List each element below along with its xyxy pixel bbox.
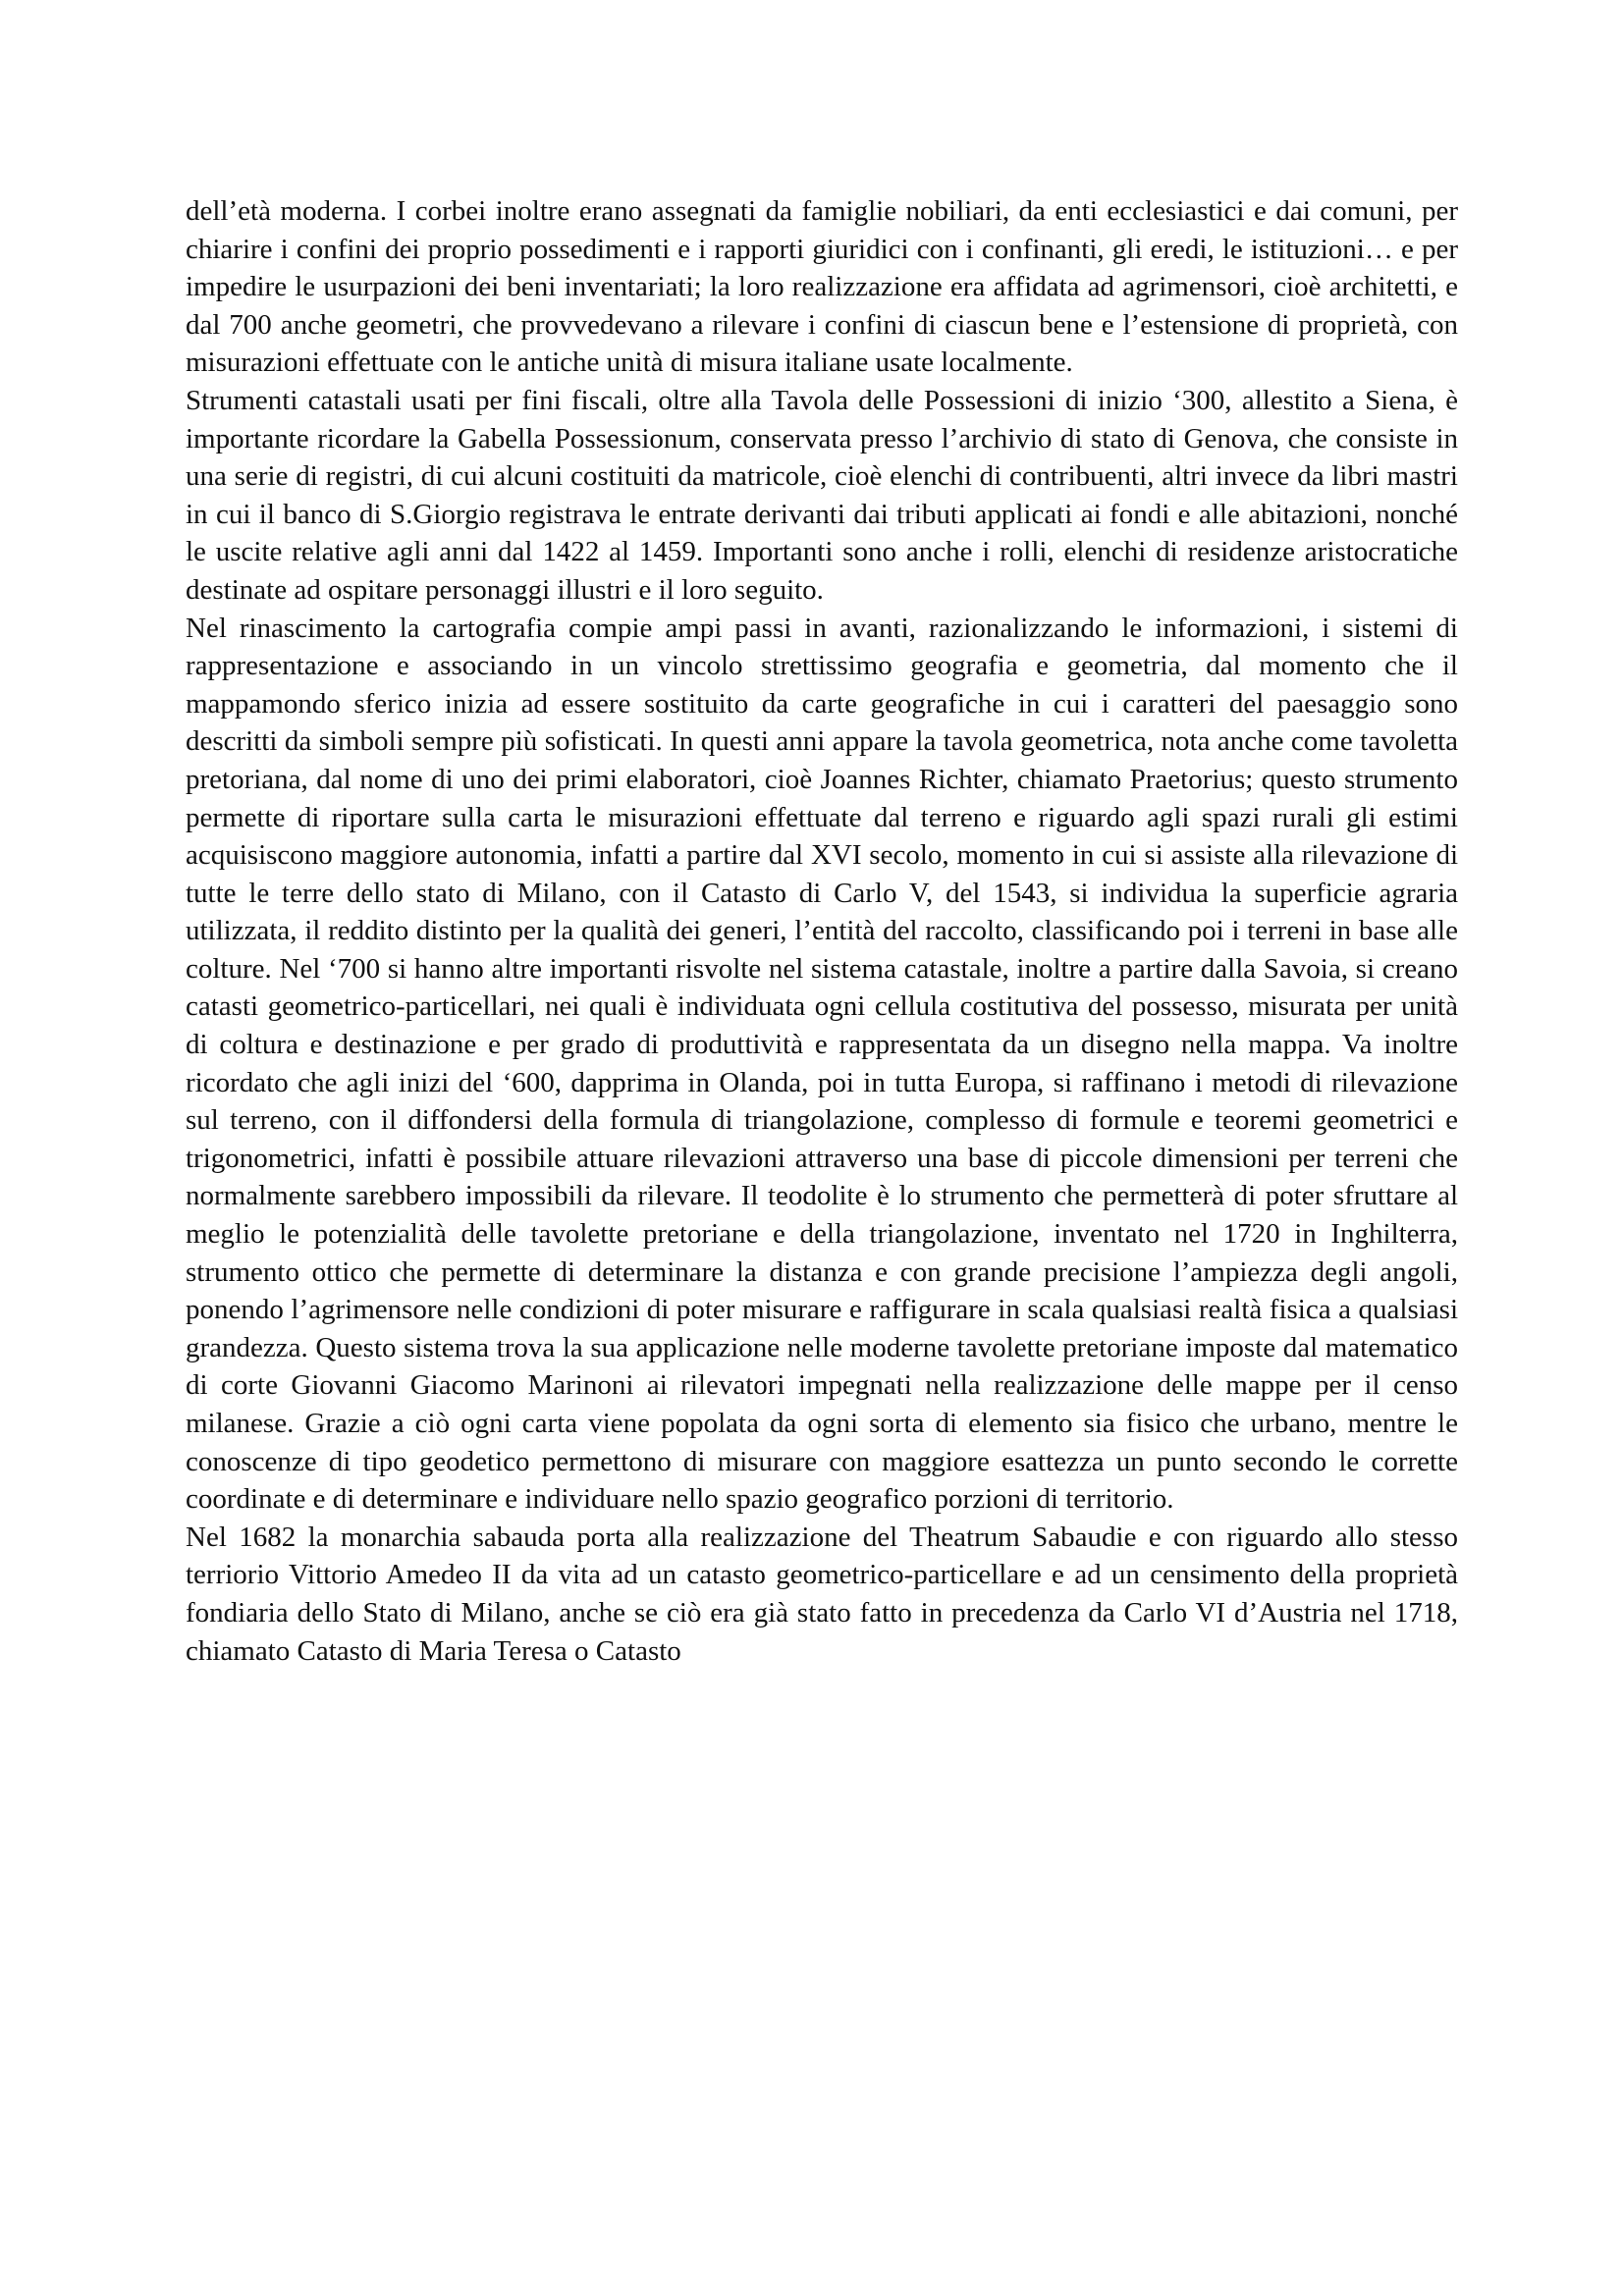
paragraph-monarchia-sabauda: Nel 1682 la monarchia sabauda porta alla realizzazione del Theatrum Sabaudie e con riguardo allo stesso terriorio Vittorio Amedeo II da vita ad un catasto geometrico-particellare e ad un censimento della proprietà fondiaria dello Stato di Milano, anche se ciò era già stato fatto in precedenza da Carlo VI d’Austria nel 1718, chiamato Catasto di Maria Teresa o Catasto [186, 1521, 1458, 1667]
paragraph-corbei: dell’età moderna. I corbei inoltre erano assegnati da famiglie nobiliari, da enti ecclesiastici e dai comuni, per chiarire i confini dei proprio possedimenti e i rapporti giuridici con i confinanti, gli eredi, le istituzioni… e per impedire le usurpazioni dei beni inventariati; la loro realizzazione era affidata ad agrimensori, cioè architetti, e dal 700 anche geometri, che provvedevano a rilevare i confini di ciascun bene e l’estensione di proprietà, con misurazioni effettuate con le antiche unità di misura italiane usate localmente. [186, 195, 1458, 379]
document-page [186, 192, 1458, 1670]
paragraph-strumenti-catastali: Strumenti catastali usati per fini fiscali, oltre alla Tavola delle Possessioni di inizio ‘300, allestito a Siena, è importante ricordare la Gabella Possessionum, conservata presso l’archivio di stato di Genova, che consiste in una serie di registri, di cui alcuni costituiti da matricole, cioè elenchi di contribuenti, altri invece da libri mastri in cui il banco di S.Giorgio registrava le entrate derivanti dai tributi applicati ai fondi e alle abitazioni, nonché le uscite relative agli anni dal 1422 al 1459. Importanti sono anche i rolli, elenchi di residenze aristocratiche destinate ad ospitare personaggi illustri e il loro seguito. [186, 384, 1458, 606]
paragraph-rinascimento: Nel rinascimento la cartografia compie ampi passi in avanti, razionalizzando le informazioni, i sistemi di rappresentazione e associando in un vincolo strettissimo geografia e geometria, dal momento che il mappamondo sferico inizia ad essere sostituito da carte geografiche in cui i caratteri del paesaggio sono descritti da simboli sempre più sofisticati. In questi anni appare la tavola geometrica, nota anche come tavoletta pretoriana, dal nome di uno dei primi elaboratori, cioè Joannes Richter, chiamato Praetorius; questo strumento permette di riportare sulla carta le misurazioni effettuate dal terreno e riguardo agli spazi rurali gli estimi acquisiscono maggiore autonomia, infatti a partire dal XVI secolo, momento in cui si assiste alla rilevazione di tutte le terre dello stato di Milano, con il Catasto di Carlo V, del 1543, si individua la superficie agraria utilizzata, il reddito distinto per la qualità dei generi, l’entità del raccolto, classificando poi i terreni in base alle colture. Nel ‘700 si hanno altre importanti risvolte nel sistema catastale, inoltre a partire dalla Savoia, si creano catasti geometrico-particellari, nei quali è individuata ogni cellula costitutiva del possesso, misurata per unità di coltura e destinazione e per grado di produttività e rappresentata da un disegno nella mappa. Va inoltre ricordato che agli inizi del ‘600, dapprima in Olanda, poi in tutta Europa, si raffinano i metodi di rilevazione sul terreno, con il diffondersi della formula di triangolazione, complesso di formule e teoremi geometrici e trigonometrici, infatti è possibile attuare rilevazioni attraverso una base di piccole dimensioni per terreni che normalmente sarebbero impossibili da rilevare. Il teodolite è lo strumento che permetterà di poter sfruttare al meglio le potenzialità delle tavolette pretoriane e della triangolazione, inventato nel 1720 in Inghilterra, strumento ottico che permette di determinare la distanza e con grande precisione l’ampiezza degli angoli, ponendo l’agrimensore nelle condizioni di poter misurare e raffigurare in scala qualsiasi realtà fisica a qualsiasi grandezza. Questo sistema trova la sua applicazione nelle moderne tavolette pretoriane imposte dal matematico di corte Giovanni Giacomo Marinoni ai rilevatori impegnati nella realizzazione delle mappe per il censo milanese. Grazie a ciò ogni carta viene popolata da ogni sorta di elemento sia fisico che urbano, mentre le conoscenze di tipo geodetico permettono di misurare con maggiore esattezza un punto secondo le corrette coordinate e di determinare e individuare nello spazio geografico porzioni di territorio. [186, 612, 1458, 1516]
